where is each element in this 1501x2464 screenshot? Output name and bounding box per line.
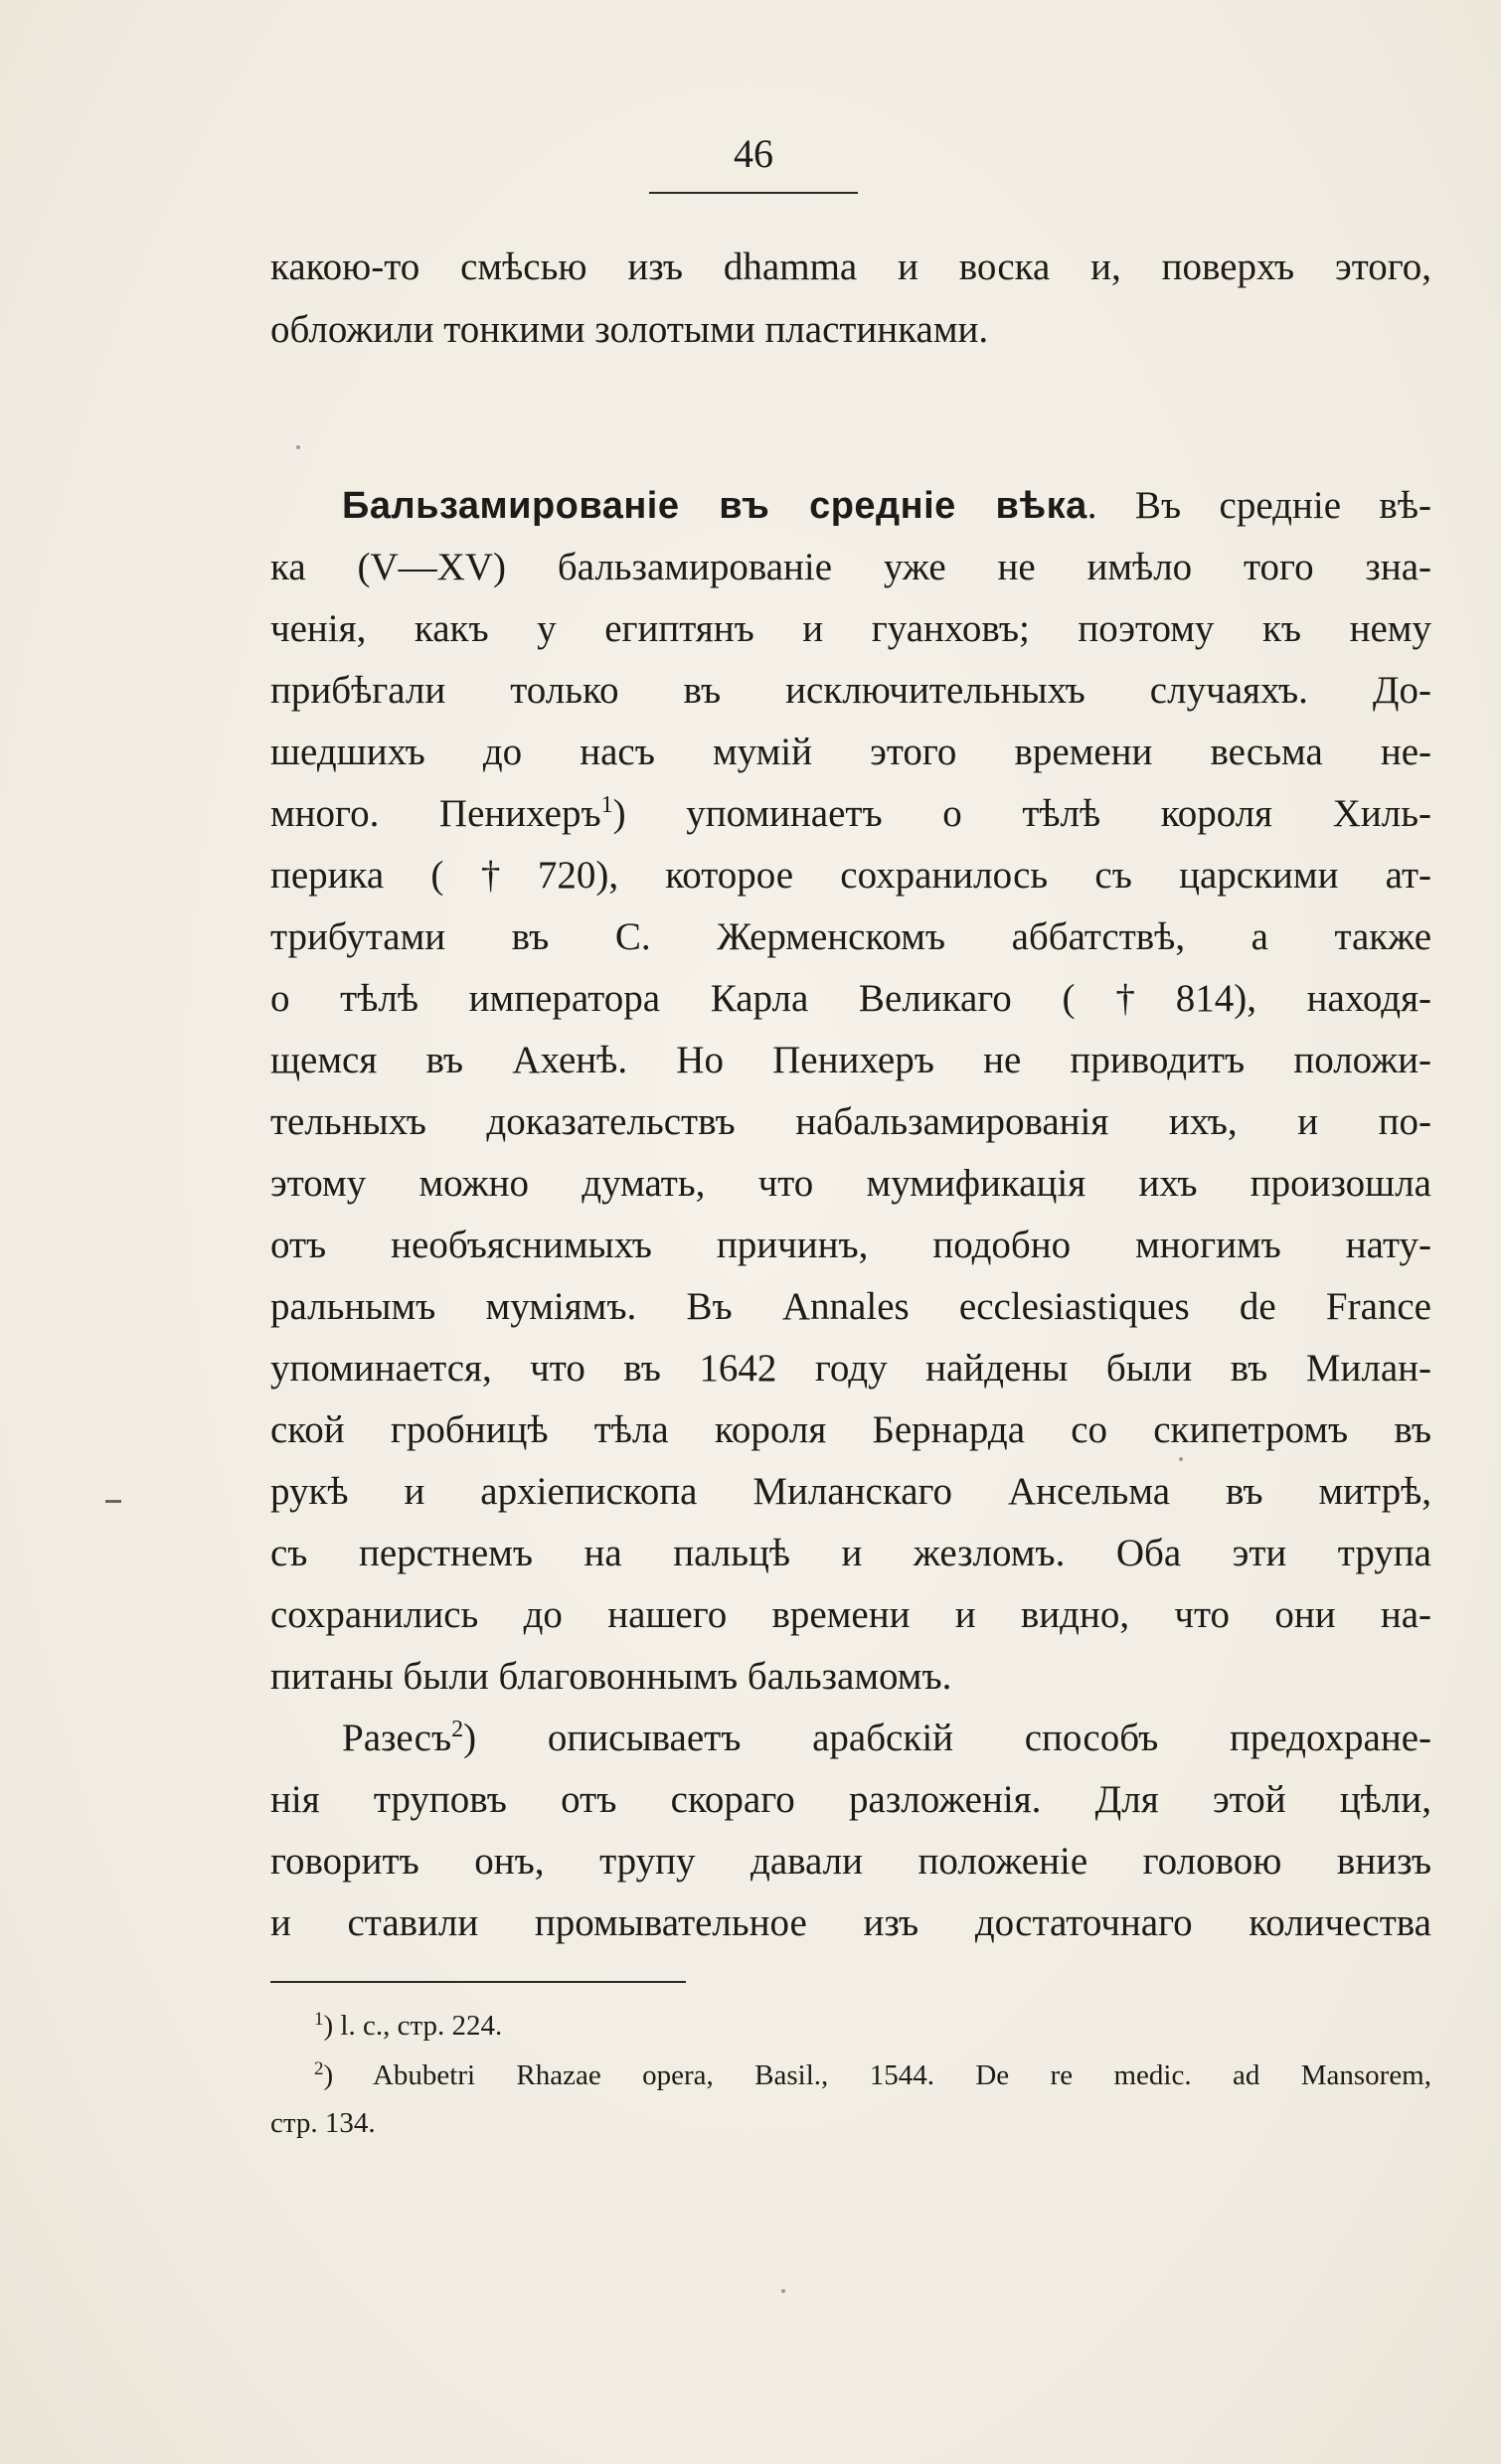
text-line: трибутами въ С. Жерменскомъ аббатствѣ, а также	[270, 915, 1431, 958]
text-line: питаны были благовоннымъ бальзамомъ.	[270, 1655, 952, 1698]
section-heading-line	[342, 475, 1431, 537]
text-line: этому можно думать, что мумификація ихъ произошла	[270, 1162, 1431, 1205]
text-line: ка (V—XV) бальзамированіе уже не имѣло того зна-	[270, 546, 1431, 588]
paper-speck	[781, 2289, 785, 2293]
footnote-2-continued: стр. 134.	[270, 2107, 376, 2139]
footnote-mark: 1	[314, 2009, 324, 2030]
text-line: отъ необъяснимыхъ причинъ, подобно многимъ нату-	[270, 1224, 1431, 1266]
page-number: 46	[734, 131, 773, 176]
text-line: прибѣгали только въ исключительныхъ случаяхъ. До-	[270, 669, 1431, 712]
text-line: какою-то смѣсью изъ dhamma и воска и, поверхъ этого,	[270, 246, 1431, 288]
text-line: щемся въ Ахенѣ. Но Пенихеръ не приводитъ положи-	[270, 1039, 1431, 1081]
text-span: . Въ средніе вѣ-	[1086, 484, 1431, 527]
text-line: обложили тонкими золотыми пластинками.	[270, 308, 989, 351]
text-line: ской гробницѣ тѣла короля Бернарда со скипетромъ въ	[270, 1408, 1431, 1451]
text-span: много. Пенихеръ	[270, 792, 601, 835]
footnote-2	[314, 2053, 1431, 2097]
text-line: упоминается, что въ 1642 году найдены были въ Милан-	[270, 1347, 1431, 1390]
text-line: перика (†720), которое сохранилось съ царскими ат-	[270, 854, 1431, 897]
footnote-1	[314, 2004, 1431, 2048]
text-line: тельныхъ доказательствъ набальзамированія ихъ, и по-	[270, 1100, 1431, 1143]
text-line: сохранились до нашего времени и видно, что они на-	[270, 1593, 1431, 1636]
footnote-ref: 2	[451, 1717, 464, 1742]
text-span: ) описываетъ арабскій способъ предохране-	[463, 1717, 1431, 1759]
page-number-rule	[649, 192, 858, 194]
text-line-with-footnote	[270, 783, 1431, 845]
footnote-rule	[270, 1981, 686, 1983]
margin-mark	[105, 1500, 121, 1503]
text-line: ральнымъ муміямъ. Въ Annales ecclesiastiques de France	[270, 1285, 1431, 1328]
text-line: о тѣлѣ императора Карла Великаго (†814), находя-	[270, 977, 1431, 1020]
paper-speck	[1179, 1457, 1183, 1461]
footnote-ref: 1	[600, 792, 613, 818]
text-line: говоритъ онъ, трупу давали положеніе головою внизъ	[270, 1840, 1431, 1883]
text-span: ) упоминаетъ о тѣлѣ короля Хиль-	[612, 792, 1431, 835]
footnote-mark: 2	[314, 2058, 324, 2079]
paper-speck	[296, 445, 300, 449]
text-line-with-footnote	[342, 1708, 1431, 1769]
text-span: Разесъ	[342, 1717, 452, 1759]
text-line: рукѣ и архіепископа Миланскаго Ансельма въ митрѣ,	[270, 1470, 1431, 1513]
text-line: нія труповъ отъ скораго разложенія. Для этой цѣли,	[270, 1778, 1431, 1821]
text-line: ченія, какъ у египтянъ и гуанховъ; поэтому къ нему	[270, 607, 1431, 650]
section-heading: Бальзамированіе въ средніе вѣка	[342, 485, 1087, 527]
footnote-text: ) l. c., стр. 224.	[323, 2010, 503, 2042]
text-line: шедшихъ до насъ мумій этого времени весьма не-	[270, 731, 1431, 773]
footnote-text: ) Abubetri Rhazae opera, Basil., 1544. De re medic. ad Mansorem,	[323, 2059, 1431, 2091]
text-line: съ перстнемъ на пальцѣ и жезломъ. Оба эти трупа	[270, 1532, 1431, 1574]
text-line: и ставили промывательное изъ достаточнаго количества	[270, 1901, 1431, 1944]
